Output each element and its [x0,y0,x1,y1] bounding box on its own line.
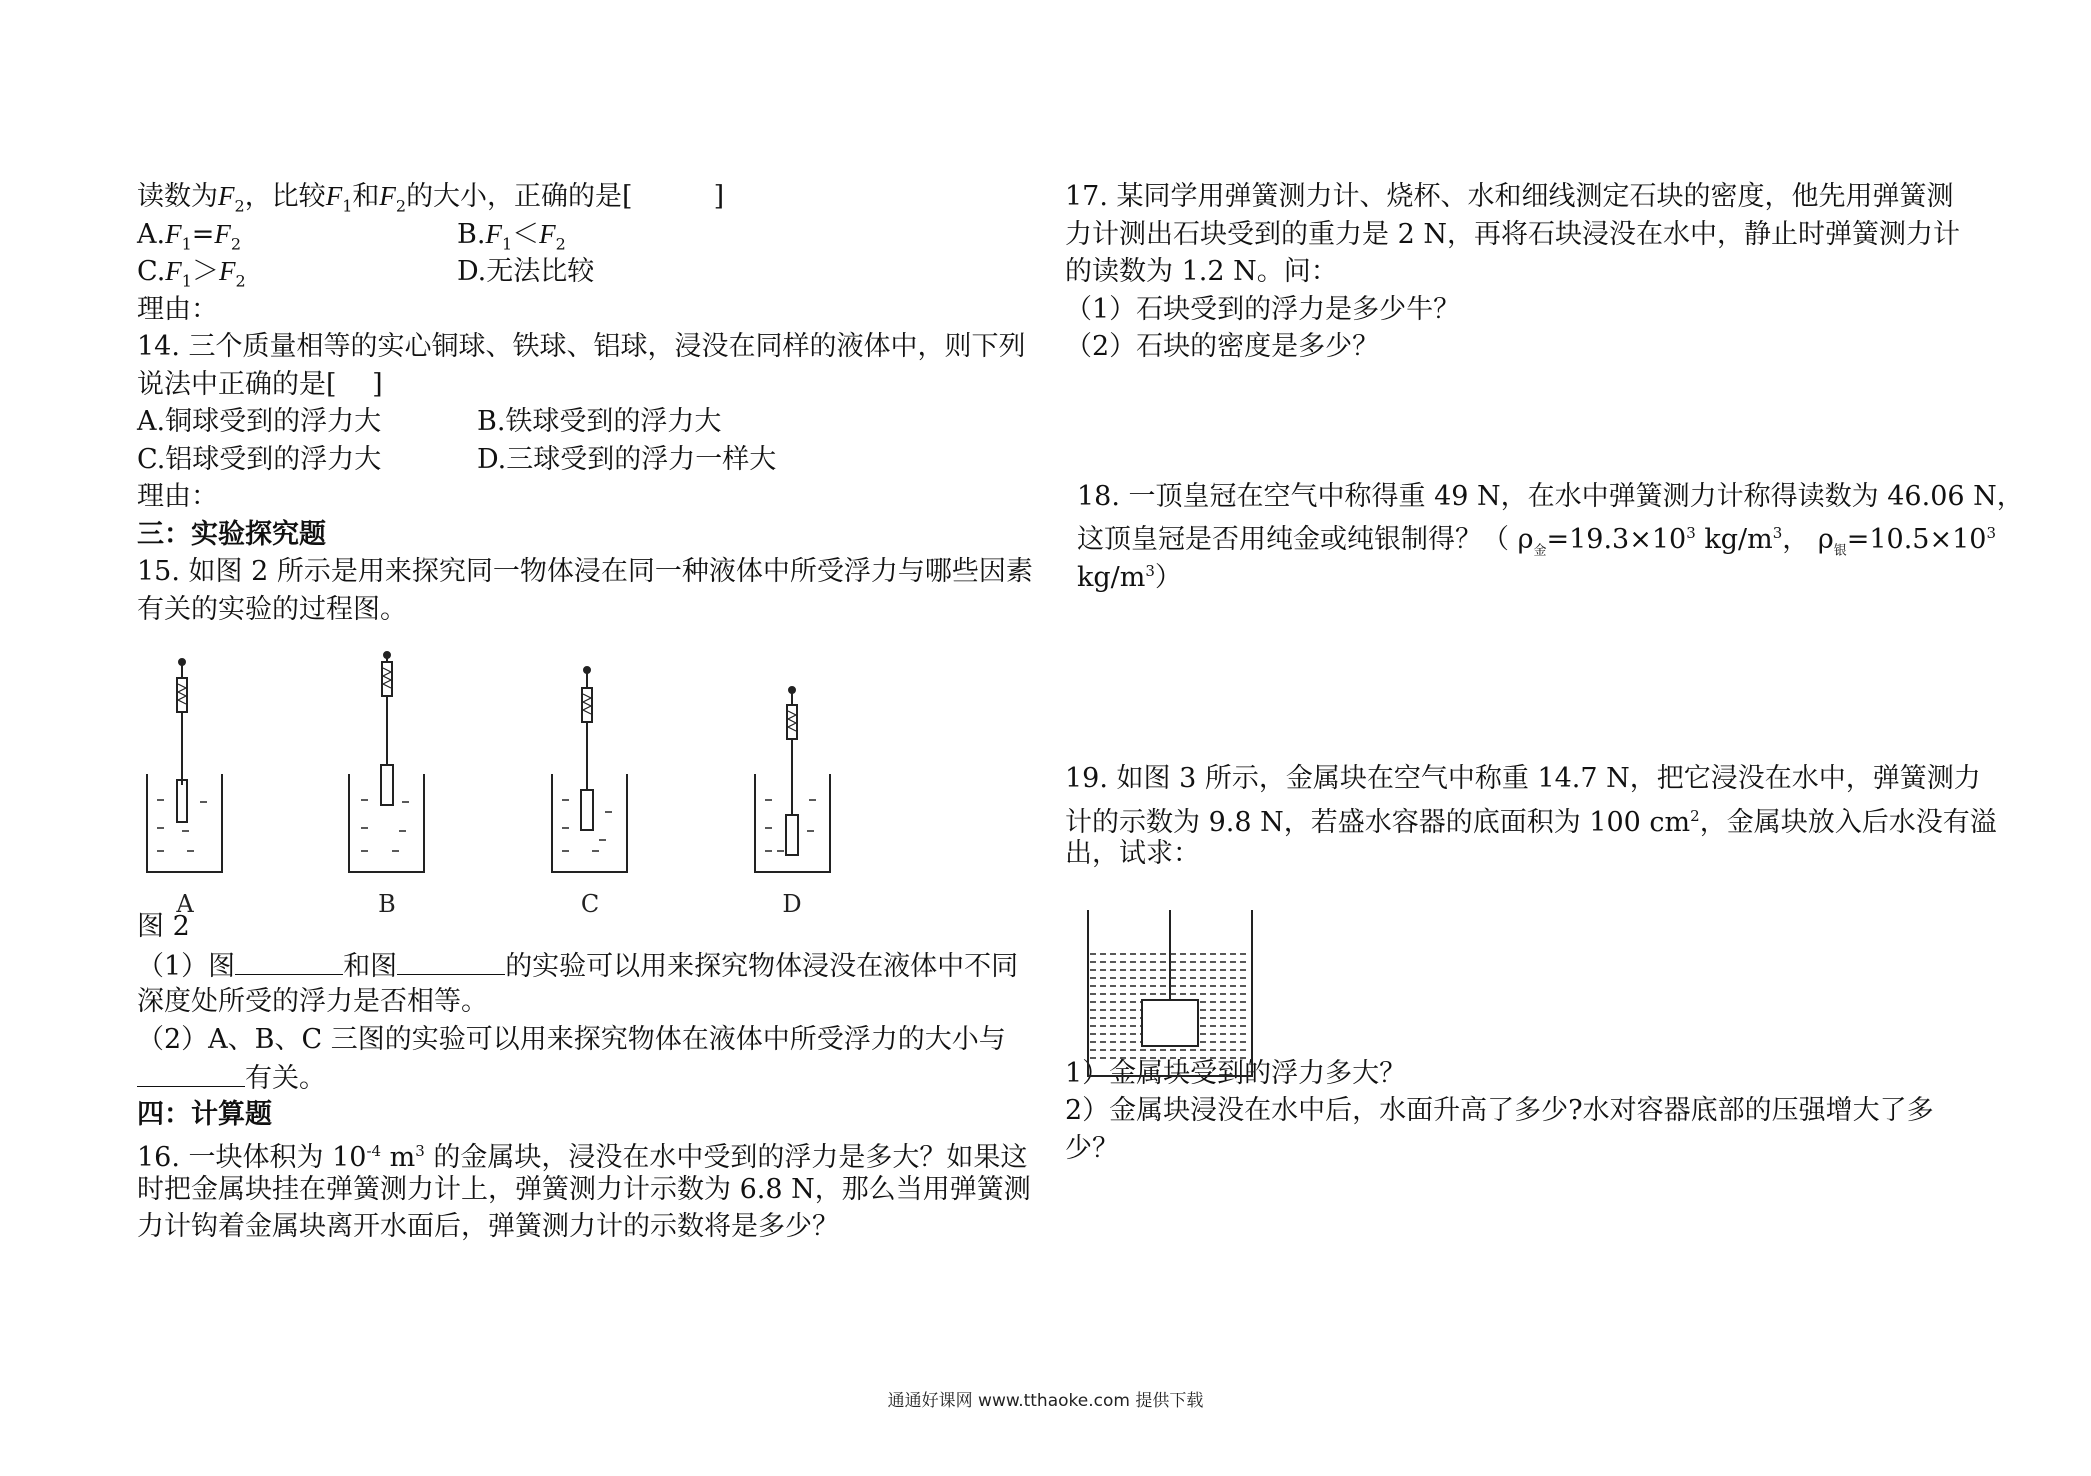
q15-line2: 有关的实验的过程图。 [137,593,407,625]
q16-line3: 力计钩着金属块离开水面后，弹簧测力计的示数将是多少？ [137,1211,839,1242]
section-heading-calculation: 四：计算题 [137,1098,272,1130]
q18-line1: 18. 一顶皇冠在空气中称得重 49 N，在水中弹簧测力计称得读数为 46.06 N， [1077,480,2024,512]
answer-blank[interactable] [235,946,343,975]
q14-option-b: B.铁球受到的浮力大 [477,406,722,437]
q17-sub1: （1）石块受到的浮力是多少牛？ [1065,293,1461,325]
q14-option-d: D.三球受到的浮力一样大 [477,443,777,475]
q19-sub2-line2: 少？ [1065,1132,1119,1164]
q14-line1: 14. 三个质量相等的实心铜球、铁球、铝球，浸没在同样的液体中，则下列 [137,331,1026,362]
q15-line1: 15. 如图 2 所示是用来探究同一物体浸在同一种液体中所受浮力与哪些因素 [137,556,1033,587]
answer-blank[interactable] [137,1058,245,1087]
q19-sub2-line1: 2）金属块浸没在水中后，水面升高了多少?水对容器底部的压强增大了多 [1065,1095,1934,1126]
q18-line3: $kg/m^3$） [1077,561,1182,593]
beaker-d [755,687,830,872]
figure-3-diagram [1080,910,1260,1080]
q19-line3: 出，试求： [1065,838,1200,869]
q13-options-row2 [137,253,1037,291]
fig2-label-a: A [176,890,194,918]
q15-sub2-line2: 有关。 [137,1058,1037,1096]
f2-symbol: F [218,181,235,211]
beaker-a [147,659,222,872]
fig2-label-b: B [378,890,396,918]
q15-sub1-line1: （1）图 和图 的实验可以用来探究物体浸没在液体中不同 [137,946,1037,984]
q19-sub1: 1）金属块受到的浮力多大？ [1065,1057,1407,1089]
q17-sub2: （2）石块的密度是多少？ [1065,331,1380,362]
q19-line2: 计的示数为 9.8 N，若盛水容器的底面积为 100 $cm^2$，金属块放入后水没有溢 [1065,806,1997,838]
q13-line1: 读数为$F_2$，比较$F_1$和$F_2$的大小，正确的是[ ] [137,181,725,216]
fig2-label-d: D [782,890,802,918]
q16-line1: 16. 一块体积为 $10^{-4}$ $m^3$ 的金属块，浸没在水中受到的浮力是多大？如果这 [137,1142,1028,1173]
q14-options-row1 [137,403,1037,441]
q14-option-a: A.铜球受到的浮力大 [137,406,382,437]
q13-option-c: $C.F_1>F_2$ [137,256,246,291]
q14-line2: 说法中正确的是[ ] [137,368,383,400]
beaker-b [349,652,424,872]
q13-options-row1 [137,216,1037,254]
q17-line1: 17. 某同学用弹簧测力计、烧杯、水和细线测定石块的密度，他先用弹簧测 [1065,181,1954,212]
q15-sub1-line2: 深度处所受的浮力是否相等。 [137,986,488,1017]
q15-sub2-line1: （2）A、B、C 三图的实验可以用来探究物体在液体中所受浮力的大小与 [137,1023,1006,1055]
q14-options-row2 [137,441,1037,479]
footer-source: 通通好课网 www.tthaoke.com 提供下载 [887,1391,1204,1411]
q13-option-b: $B.F_1<F_2$ [457,218,566,253]
q17-line3: 的读数为 1.2 N。问： [1065,256,1338,287]
metal-block [1142,1000,1198,1046]
q17-line2: 力计测出石块受到的重力是 2 N，再将石块浸没在水中，静止时弹簧测力计 [1065,218,1960,250]
q13-option-d: D.无法比较 [457,256,595,287]
figure-2-diagram [137,650,837,930]
fig2-caption: 图 2 [137,911,190,942]
fig2-label-c: C [580,890,600,918]
reason-label: 理由： [137,481,218,512]
section-heading-experiment: 三：实验探究题 [137,518,326,550]
q16-line2: 时把金属块挂在弹簧测力计上，弹簧测力计示数为 6.8 N，那么当用弹簧测 [137,1173,1031,1205]
answer-blank[interactable] [397,946,505,975]
beaker-c [552,667,627,872]
q18-line2: 这顶皇冠是否用纯金或纯银制得？（ $\rho_金=19.3\times 10^3$ $kg/m^3$， $\rho_银=10.5\times 10^3$ [1077,524,1997,559]
reason-label: 理由： [137,293,218,325]
q14-option-c: C.铝球受到的浮力大 [137,443,382,475]
q13-option-a: $A.F_1=F_2$ [137,218,242,253]
q19-line1: 19. 如图 3 所示，金属块在空气中称重 14.7 N，把它浸没在水中，弹簧测力 [1065,763,1981,794]
